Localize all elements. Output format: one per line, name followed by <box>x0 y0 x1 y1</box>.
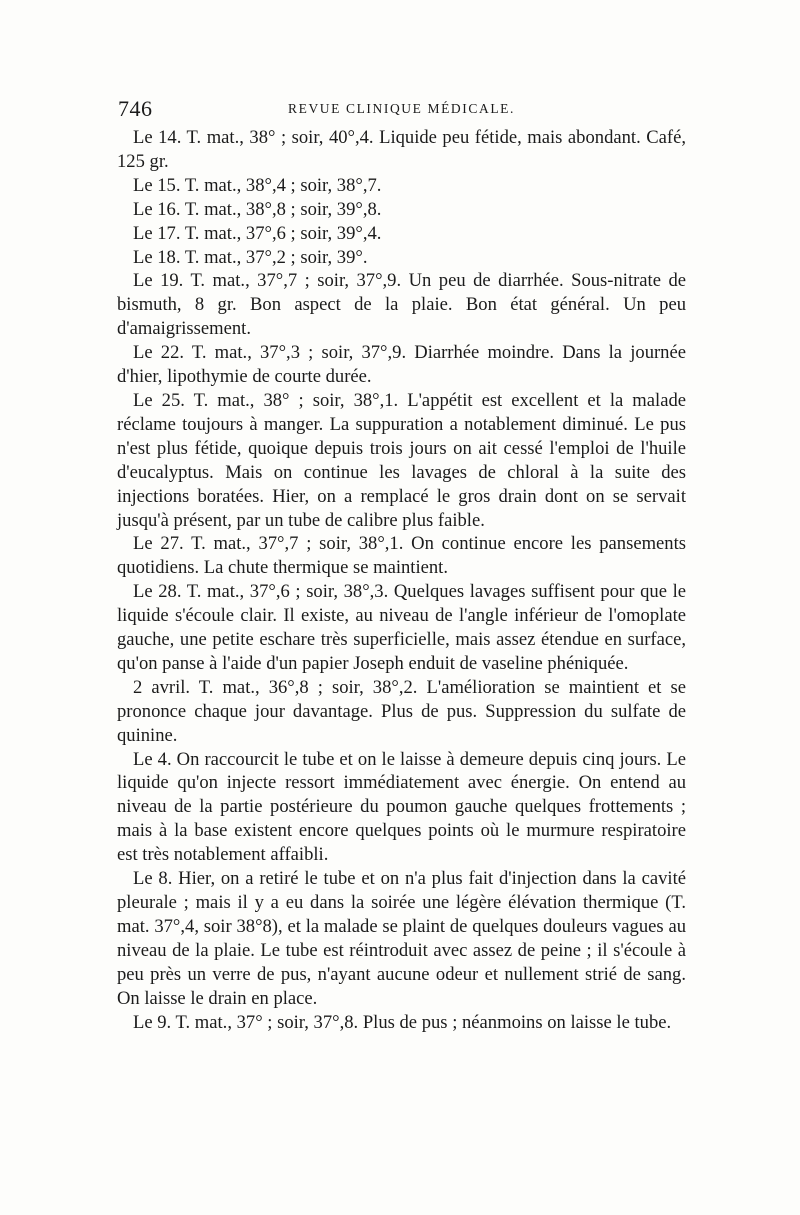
paragraph-day-4: Le 4. On raccourcit le tube et on le laisse à demeure depuis cinq jours. Le liquide qu'on injecte ressort immédiatement avec énergie. On entend au niveau de la partie postérieure du poumon gauche quelques frottements ; mais à la base existent encore quelques points où le murmure respiratoire est très notablement affaibli. <box>117 748 686 866</box>
paragraph-day-27: Le 27. T. mat., 37°,7 ; soir, 38°,1. On continue encore les pansements quotidiens. La chute thermique se maintient. <box>117 533 686 579</box>
running-head: REVUE CLINIQUE MÉDICALE. <box>288 101 515 116</box>
paragraph-day-14: Le 14. T. mat., 38° ; soir, 40°,4. Liquide peu fétide, mais abondant. Café, 125 gr. <box>117 127 686 172</box>
paragraph-day-18: Le 18. T. mat., 37°,2 ; soir, 39°. <box>133 246 368 268</box>
paragraph-day-22: Le 22. T. mat., 37°,3 ; soir, 37°,9. Diarrhée moindre. Dans la journée d'hier, lipothymie de courte durée. <box>117 342 686 388</box>
paragraph-day-9: Le 9. T. mat., 37° ; soir, 37°,8. Plus de pus ; néanmoins on laisse le tube. <box>133 1011 672 1033</box>
page-number: 746 <box>118 96 153 121</box>
paragraph-day-19: Le 19. T. mat., 37°,7 ; soir, 37°,9. Un peu de diarrhée. Sous-nitrate de bismuth, 8 gr. Bon aspect de la plaie. Bon état général. Un peu d'amaigrissement. <box>117 270 686 340</box>
paragraph-april-2: 2 avril. T. mat., 36°,8 ; soir, 38°,2. L'amélioration se maintient et se prononce chaque jour davantage. Plus de pus. Suppression du sulfate de quinine. <box>117 676 686 746</box>
paragraph-day-28: Le 28. T. mat., 37°,6 ; soir, 38°,3. Quelques lavages suffisent pour que le liquide s'écoule clair. Il existe, au niveau de l'angle inférieur de l'omoplate gauche, une petite eschare très superficielle, mais assez étendue en surface, qu'on panse à l'aide d'un papier Joseph enduit de vaseline phéniquée. <box>117 581 686 674</box>
paragraph-day-8: Le 8. Hier, on a retiré le tube et on n'a plus fait d'injection dans la cavité pleurale ; mais il y a eu dans la soirée une légère élévation thermique (T. mat. 37°,4, soir 38°8), et la malade se plaint de quelques douleurs vagues au niveau de la plaie. Le tube est réintroduit avec assez de peine ; il s'écoule à peu près un verre de pus, n'ayant aucune odeur et nullement strié de sang. On laisse le drain en place. <box>117 868 686 1009</box>
body-text <box>117 126 686 1034</box>
paragraph-day-17: Le 17. T. mat., 37°,6 ; soir, 39°,4. <box>133 222 382 244</box>
paragraph-day-25: Le 25. T. mat., 38° ; soir, 38°,1. L'appétit est excellent et la malade réclame toujours à manger. La suppuration a notablement diminué. Le pus n'est plus fétide, quoique depuis trois jours on ait cessé l'emploi de l'huile d'eucalyptus. Mais on continue les lavages de chloral à la suite des injections boratées. Hier, on a remplacé le gros drain dont on se servait jusqu'à présent, par un tube de calibre plus faible. <box>117 389 686 531</box>
page-header <box>118 96 686 126</box>
paragraph-day-16: Le 16. T. mat., 38°,8 ; soir, 39°,8. <box>133 198 382 220</box>
paragraph-day-15: Le 15. T. mat., 38°,4 ; soir, 38°,7. <box>133 174 382 196</box>
